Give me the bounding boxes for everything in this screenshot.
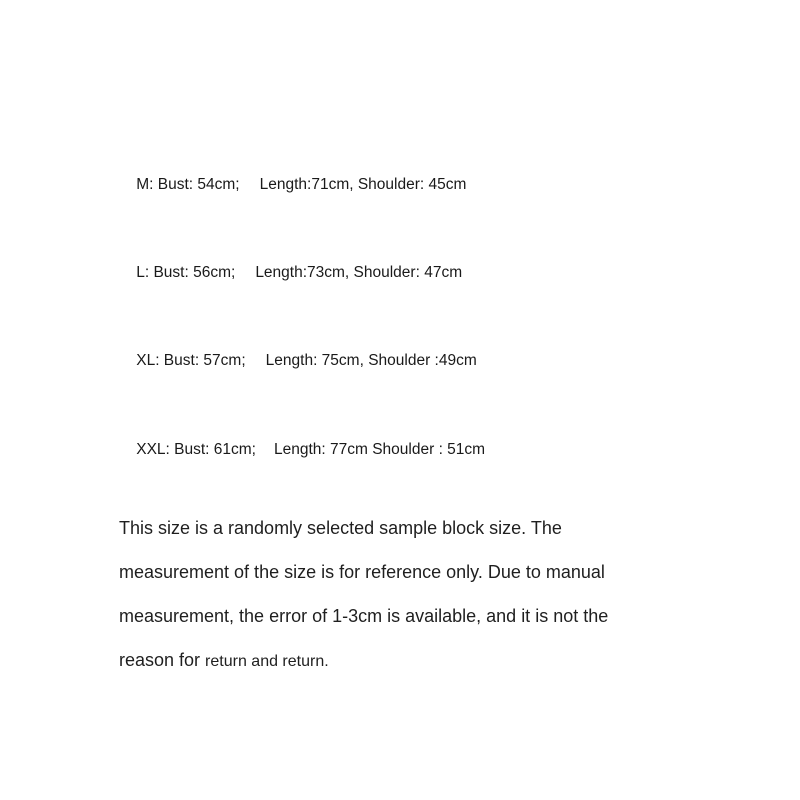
size-row-xl — [119, 331, 477, 391]
disclaimer-line-4 — [119, 638, 719, 684]
size-row-l — [119, 243, 462, 303]
size-xl-measurements: Length: 75cm, Shoulder :49cm — [265, 352, 477, 369]
size-xxl-measurements: Length: 77cm Shoulder : 51cm — [273, 441, 486, 458]
size-disclaimer — [119, 506, 719, 684]
disclaimer-line-4-start: reason for — [119, 650, 206, 670]
disclaimer-line-2: measurement of the size is for reference only. Due to manual — [119, 562, 605, 582]
size-row-m — [119, 155, 466, 215]
disclaimer-line-4-end: return and return. — [205, 653, 329, 670]
disclaimer-line-3: measurement, the error of 1-3cm is available, and it is not the — [119, 606, 609, 626]
size-m-bust: M: Bust: 54cm; — [136, 176, 240, 193]
size-l-measurements: Length:73cm, Shoulder: 47cm — [255, 264, 463, 281]
size-xxl-bust: XXL: Bust: 61cm; — [136, 441, 256, 458]
size-l-bust: L: Bust: 56cm; — [136, 264, 236, 281]
disclaimer-line-1: This size is a randomly selected sample block size. The — [119, 518, 562, 538]
size-xl-bust: XL: Bust: 57cm; — [136, 352, 246, 369]
size-row-xxl — [119, 420, 485, 480]
size-m-measurements: Length:71cm, Shoulder: 45cm — [259, 176, 467, 193]
